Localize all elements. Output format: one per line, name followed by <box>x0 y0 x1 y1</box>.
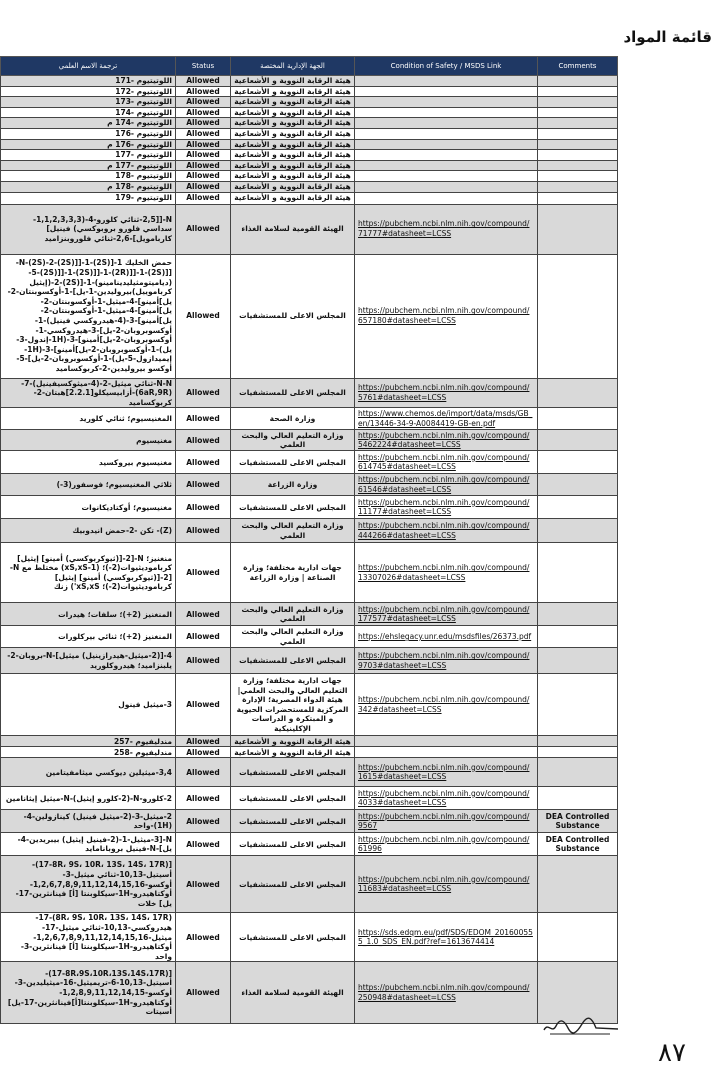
cell-scientific-name: [(17-8R،9S،10R،13S،14S،17R)-أسيتيل-10,13-6-تريميثيل-16-ميثيليدين-3-أوكسو-1,2,8,9,11,12,14,15-أوكتاهيدرو-1H-سيكلوبنتا[أ]فينانثرين-17-يل] أسيتات <box>1 962 176 1024</box>
cell-authority: المجلس الاعلى للمستشفيات <box>231 833 355 856</box>
table-row <box>1 86 618 97</box>
cell-msds-link <box>355 97 538 108</box>
cell-status: Allowed <box>176 810 231 833</box>
cell-authority: هيئة الرقابة النووية و الأشعاعية <box>231 76 355 87</box>
cell-comments <box>538 496 618 519</box>
cell-authority: هيئة الرقابة النووية و الأشعاعية <box>231 128 355 139</box>
table-row <box>1 833 618 856</box>
cell-comments <box>538 758 618 787</box>
cell-comments <box>538 747 618 758</box>
table-row <box>1 758 618 787</box>
table-row <box>1 747 618 758</box>
table-row <box>1 674 618 736</box>
cell-msds-link[interactable]: https://pubchem.ncbi.nlm.nih.gov/compound/4033#datasheet=LCSS <box>355 787 538 810</box>
cell-authority: جهات ادارية مختلفة؛ وزارة التعليم العالي والبحث العلمي| هيئة الدواء المصرية؛ الإدارة المركزية للمستحضرات الحيوية و المبتكرة و الدراسات الإكلينيكية <box>231 674 355 736</box>
cell-authority: المجلس الاعلى للمستشفيات <box>231 378 355 408</box>
cell-msds-link[interactable]: https://pubchem.ncbi.nlm.nih.gov/compound/9567 <box>355 810 538 833</box>
cell-comments <box>538 160 618 171</box>
cell-status: Allowed <box>176 150 231 161</box>
cell-scientific-name: المنغنيز (2+)؛ ثنائي بيركلورات <box>1 626 176 648</box>
cell-scientific-name: (Z)- تكن -2-حمض انيدوبيك <box>1 519 176 543</box>
cell-status: Allowed <box>176 674 231 736</box>
cell-msds-link[interactable]: https://pubchem.ncbi.nlm.nih.gov/compound/444266#datasheet=LCSS <box>355 519 538 543</box>
cell-msds-link[interactable]: https://pubchem.ncbi.nlm.nih.gov/compound/657180#datasheet=LCSS <box>355 254 538 378</box>
cell-comments <box>538 150 618 161</box>
cell-status: Allowed <box>176 962 231 1024</box>
cell-status: Allowed <box>176 758 231 787</box>
table-body <box>1 76 618 1024</box>
cell-msds-link[interactable]: https://ehslegacy.unr.edu/msdsfiles/26373.pdf <box>355 626 538 648</box>
cell-authority: وزارة التعليم العالي والبحث العلمي <box>231 626 355 648</box>
cell-comments <box>538 648 618 674</box>
cell-comments <box>538 856 618 913</box>
cell-msds-link[interactable]: https://pubchem.ncbi.nlm.nih.gov/compound/250948#datasheet=LCSS <box>355 962 538 1024</box>
cell-msds-link[interactable]: https://pubchem.ncbi.nlm.nih.gov/compound/5462224#datasheet=LCSS <box>355 430 538 451</box>
cell-status: Allowed <box>176 181 231 192</box>
cell-status: Allowed <box>176 118 231 129</box>
cell-scientific-name: 4-[(2-ميثيل-هيدرازينيل) ميثيل]-N-بروبان-2-يلبنزاميد؛ هيدروكلوريد <box>1 648 176 674</box>
table-row <box>1 204 618 254</box>
table-row <box>1 736 618 747</box>
cell-comments <box>538 674 618 736</box>
table-row <box>1 118 618 129</box>
cell-scientific-name: N-[[2,5-ثنائي كلورو-4-(1,1,2,3,3,3-سداسي فلورو بروبوكسي) فينيل] كاربامويل]-2,6-ثنائي فلوروبنزاميد <box>1 204 176 254</box>
cell-comments <box>538 171 618 182</box>
cell-msds-link[interactable]: https://pubchem.ncbi.nlm.nih.gov/compound/11177#datasheet=LCSS <box>355 496 538 519</box>
cell-comments <box>538 474 618 496</box>
cell-msds-link[interactable]: https://pubchem.ncbi.nlm.nih.gov/compound/614745#datasheet=LCSS <box>355 451 538 474</box>
cell-status: Allowed <box>176 496 231 519</box>
table-row <box>1 856 618 913</box>
cell-comments <box>538 519 618 543</box>
cell-scientific-name: مغنيسيوم؛ أوكتاديكانوات <box>1 496 176 519</box>
cell-status: Allowed <box>176 913 231 962</box>
cell-comments <box>538 408 618 430</box>
cell-scientific-name: اللوتيتيوم -177 <box>1 150 176 161</box>
cell-status: Allowed <box>176 192 231 204</box>
table-row <box>1 543 618 603</box>
cell-msds-link[interactable]: https://pubchem.ncbi.nlm.nih.gov/compound/71777#datasheet=LCSS <box>355 204 538 254</box>
table-row <box>1 76 618 87</box>
table-header-row <box>1 57 618 76</box>
cell-msds-link[interactable]: https://sds.edqm.eu/pdf/SDS/EDOM_201600555_1.0_SDS_EN.pdf?ref=1613674414 <box>355 913 538 962</box>
table-row <box>1 626 618 648</box>
table-row <box>1 810 618 833</box>
header-status: Status <box>176 57 231 76</box>
cell-status: Allowed <box>176 626 231 648</box>
cell-comments <box>538 76 618 87</box>
table-row <box>1 139 618 150</box>
cell-status: Allowed <box>176 474 231 496</box>
cell-msds-link[interactable]: https://pubchem.ncbi.nlm.nih.gov/compound/342#datasheet=LCSS <box>355 674 538 736</box>
cell-msds-link <box>355 139 538 150</box>
cell-authority: هيئة الرقابة النووية و الأشعاعية <box>231 171 355 182</box>
page-title: قائمة المواد <box>623 28 712 46</box>
cell-status: Allowed <box>176 86 231 97</box>
cell-scientific-name: اللوتيتيوم -176 <box>1 128 176 139</box>
cell-scientific-name: اللوتيتيوم -176 م <box>1 139 176 150</box>
cell-scientific-name: [(17-8R، 9S، 10R، 13S، 14S، 17R)-أسيتيل-10,13-ثنائي ميثيل-3-أوكسو-1,2,6,7,8,9,11,12,14,15,16-أوكتاهيدرو-1H-سيكلوبنتا [أ] فينانثرين-17-يل] خلات <box>1 856 176 913</box>
table-row <box>1 648 618 674</box>
cell-authority: هيئة الرقابة النووية و الأشعاعية <box>231 139 355 150</box>
cell-status: Allowed <box>176 76 231 87</box>
cell-comments <box>538 192 618 204</box>
cell-comments <box>538 430 618 451</box>
cell-authority: هيئة الرقابة النووية و الأشعاعية <box>231 118 355 129</box>
cell-status: Allowed <box>176 736 231 747</box>
cell-authority: وزارة التعليم العالي والبحث العلمي <box>231 430 355 451</box>
cell-authority: هيئة الرقابة النووية و الأشعاعية <box>231 181 355 192</box>
cell-msds-link[interactable]: https://pubchem.ncbi.nlm.nih.gov/compound/13307026#datasheet=LCSS <box>355 543 538 603</box>
cell-status: Allowed <box>176 856 231 913</box>
cell-scientific-name: 3-ميثيل فينول <box>1 674 176 736</box>
cell-scientific-name: اللوتيتيوم -178 <box>1 171 176 182</box>
cell-comments <box>538 204 618 254</box>
table-row <box>1 474 618 496</box>
cell-scientific-name: 2-ميثيل-3-(2-ميثيل فينيل) كينازولين-4-(1H)-واحد <box>1 810 176 833</box>
cell-scientific-name: اللوتيتيوم -172 <box>1 86 176 97</box>
cell-msds-link[interactable]: https://pubchem.ncbi.nlm.nih.gov/compound/61996 <box>355 833 538 856</box>
cell-msds-link <box>355 150 538 161</box>
cell-status: Allowed <box>176 378 231 408</box>
cell-authority: المجلس الاعلى للمستشفيات <box>231 856 355 913</box>
cell-authority: المجلس الاعلى للمستشفيات <box>231 451 355 474</box>
table-row <box>1 913 618 962</box>
cell-msds-link <box>355 107 538 118</box>
cell-comments <box>538 913 618 962</box>
cell-scientific-name: مندليفيوم -258 <box>1 747 176 758</box>
cell-scientific-name: مغنيسيوم <box>1 430 176 451</box>
cell-scientific-name: اللوتيتيوم -171 <box>1 76 176 87</box>
table-row <box>1 254 618 378</box>
cell-authority: المجلس الاعلى للمستشفيات <box>231 810 355 833</box>
cell-authority: وزارة الزراعة <box>231 474 355 496</box>
cell-comments <box>538 378 618 408</box>
cell-comments <box>538 451 618 474</box>
table-row <box>1 603 618 626</box>
table-row <box>1 519 618 543</box>
cell-scientific-name: 2-كلورو-N-(2-كلورو إيثيل)-N-ميثيل إيثانامين <box>1 787 176 810</box>
cell-msds-link[interactable]: https://pubchem.ncbi.nlm.nih.gov/compound/61546#datasheet=LCSS <box>355 474 538 496</box>
cell-comments <box>538 543 618 603</box>
cell-authority: هيئة الرقابة النووية و الأشعاعية <box>231 150 355 161</box>
cell-scientific-name: ثلاثي المغنيسيوم؛ فوسفور(3-) <box>1 474 176 496</box>
cell-authority: هيئة الرقابة النووية و الأشعاعية <box>231 192 355 204</box>
cell-authority: هيئة الرقابة النووية و الأشعاعية <box>231 160 355 171</box>
cell-authority: هيئة الرقابة النووية و الأشعاعية <box>231 736 355 747</box>
table-row <box>1 97 618 108</box>
cell-authority: المجلس الاعلى للمستشفيات <box>231 254 355 378</box>
cell-status: Allowed <box>176 430 231 451</box>
cell-scientific-name: منغنيز؛ N-[2-[(ثيوكربوكسي) أمينو] إيثيل] كرباموديثيوات(2-)؛ (xS,xS-1) مختلط مع N-[2-[(ثيوكربوكسي) أمينو] إيثيل] كرباموديثيوات(2-)؛ xS,xS') زنك <box>1 543 176 603</box>
cell-authority: هيئة الرقابة النووية و الأشعاعية <box>231 97 355 108</box>
cell-status: Allowed <box>176 451 231 474</box>
cell-status: Allowed <box>176 747 231 758</box>
cell-authority: المجلس الاعلى للمستشفيات <box>231 648 355 674</box>
table-row <box>1 192 618 204</box>
cell-msds-link[interactable]: https://www.chemos.de/import/data/msds/GB_en/13446-34-9-A0084419-GB-en.pdf <box>355 408 538 430</box>
cell-comments <box>538 86 618 97</box>
table-row <box>1 962 618 1024</box>
table-row <box>1 408 618 430</box>
cell-status: Allowed <box>176 519 231 543</box>
cell-comments <box>538 97 618 108</box>
cell-authority: هيئة الرقابة النووية و الأشعاعية <box>231 107 355 118</box>
cell-scientific-name: المنغنيز (2+)؛ سلفات؛ هيدرات <box>1 603 176 626</box>
cell-comments <box>538 626 618 648</box>
cell-msds-link[interactable]: https://pubchem.ncbi.nlm.nih.gov/compound/177577#datasheet=LCSS <box>355 603 538 626</box>
header-scientific-name: ترجمة الاسم العلمي <box>1 57 176 76</box>
materials-table <box>0 56 618 1024</box>
cell-comments <box>538 603 618 626</box>
cell-scientific-name: اللوتيتيوم -174 <box>1 107 176 118</box>
table-row <box>1 181 618 192</box>
cell-authority: هيئة الرقابة النووية و الأشعاعية <box>231 86 355 97</box>
cell-authority: المجلس الاعلى للمستشفيات <box>231 758 355 787</box>
table-row <box>1 496 618 519</box>
cell-scientific-name: اللوتيتيوم -178 م <box>1 181 176 192</box>
cell-comments <box>538 128 618 139</box>
cell-status: Allowed <box>176 107 231 118</box>
cell-scientific-name: مندليفيوم -257 <box>1 736 176 747</box>
cell-msds-link <box>355 128 538 139</box>
signature <box>540 1012 620 1038</box>
cell-authority: الهيئة القومية لسلامة الغذاء <box>231 962 355 1024</box>
table-row <box>1 107 618 118</box>
cell-authority: الهيئة القومية لسلامة الغذاء <box>231 204 355 254</box>
cell-msds-link <box>355 181 538 192</box>
cell-status: Allowed <box>176 160 231 171</box>
cell-msds-link[interactable]: https://pubchem.ncbi.nlm.nih.gov/compound/11683#datasheet=LCSS <box>355 856 538 913</box>
cell-scientific-name: اللوتيتيوم -179 <box>1 192 176 204</box>
cell-status: Allowed <box>176 543 231 603</box>
header-msds-link: Condition of Safety / MSDS Link <box>355 57 538 76</box>
cell-scientific-name: حمض الخليك 1-[(2S)-1-[[(2S)-N-(2S)-2-[[(2S)-1-[[(2R)-1-[[(2S)-1-[[(2S)-5-(دياميتومثيليدينامينو)-1-[(2S)-2-(إيثيل كرباموييل)بيروليدين-1-يل]-1-أوكسوبنتان-2-يل]أمينو]-4-ميثيل-1-أوكسوبنتان-2-يل]أمينو]-4-ميثيل-1-أوكسوبنتان-2-يل]أمينو]-3-(4-هيدروكسي فينيل)-1-أوكسوبروبان-2-يل]-3-هيدروكسي-1-أوكسوبروبان-2-يل]أمينو]-3-(1H-إندول-3-يل)-1-أوكسوبروبان-2-يل]أمينو]-3-(1H-إيميدازول-5-يل)-1-أوكسوبروبان-2-يل]-5-أوكسو بيروليدين-2-كربوكساميد <box>1 254 176 378</box>
cell-scientific-name: N-[3-ميثيل-1-(2-فينيل إيثيل) بيبريدين-4-يل]-N-فينيل بروبانامايد <box>1 833 176 856</box>
cell-authority: المجلس الاعلى للمستشفيات <box>231 787 355 810</box>
cell-authority: وزارة الصحة <box>231 408 355 430</box>
cell-scientific-name: اللوتيتيوم -173 <box>1 97 176 108</box>
cell-scientific-name: مغنيسيوم بيروكسيد <box>1 451 176 474</box>
cell-authority: المجلس الاعلى للمستشفيات <box>231 913 355 962</box>
header-authority: الجهة الإدارية المختصة <box>231 57 355 76</box>
cell-msds-link <box>355 192 538 204</box>
cell-msds-link <box>355 160 538 171</box>
cell-authority: وزارة التعليم العالي والبحث العلمي <box>231 519 355 543</box>
cell-comments <box>538 139 618 150</box>
cell-msds-link[interactable]: https://pubchem.ncbi.nlm.nih.gov/compound/9703#datasheet=LCSS <box>355 648 538 674</box>
cell-comments <box>538 118 618 129</box>
header-comments: Comments <box>538 57 618 76</box>
cell-status: Allowed <box>176 171 231 182</box>
table-row <box>1 378 618 408</box>
cell-comments <box>538 107 618 118</box>
cell-msds-link <box>355 171 538 182</box>
cell-comments: DEA Controlled Substance <box>538 810 618 833</box>
cell-msds-link <box>355 736 538 747</box>
cell-msds-link <box>355 118 538 129</box>
cell-status: Allowed <box>176 254 231 378</box>
cell-comments <box>538 736 618 747</box>
cell-status: Allowed <box>176 787 231 810</box>
cell-comments <box>538 181 618 192</box>
cell-authority: جهات ادارية مختلفة؛ وزارة الصناعة | وزارة الزراعة <box>231 543 355 603</box>
cell-status: Allowed <box>176 833 231 856</box>
cell-msds-link <box>355 747 538 758</box>
table-row <box>1 160 618 171</box>
table-row <box>1 430 618 451</box>
cell-status: Allowed <box>176 603 231 626</box>
cell-msds-link[interactable]: https://pubchem.ncbi.nlm.nih.gov/compound/1615#datasheet=LCSS <box>355 758 538 787</box>
cell-authority: المجلس الاعلى للمستشفيات <box>231 496 355 519</box>
cell-authority: وزارة التعليم العالي والبحث العلمي <box>231 603 355 626</box>
cell-msds-link <box>355 76 538 87</box>
table-row <box>1 171 618 182</box>
table-row <box>1 787 618 810</box>
cell-scientific-name: اللوتيتيوم -174 م <box>1 118 176 129</box>
cell-scientific-name: 3,4-ميثيلين ديوكسي ميثامفيتامين <box>1 758 176 787</box>
cell-status: Allowed <box>176 97 231 108</box>
cell-scientific-name: المغنيسيوم؛ ثنائي كلوريد <box>1 408 176 430</box>
cell-comments <box>538 787 618 810</box>
cell-comments: DEA Controlled Substance <box>538 833 618 856</box>
cell-scientific-name: (8R، 9S، 10R، 13S، 14S، 17R)-17-هيدروكسي-10,13-ثنائي ميثيل-17-ميثيل-1,2,6,7,8,9,11,12,14,15,16-أوكتاهيدرو-1H-سيكلوبنتا [أ] فينانثرين-3-واحد <box>1 913 176 962</box>
table-row <box>1 451 618 474</box>
cell-status: Allowed <box>176 408 231 430</box>
cell-status: Allowed <box>176 204 231 254</box>
table-row <box>1 150 618 161</box>
cell-status: Allowed <box>176 128 231 139</box>
cell-msds-link <box>355 86 538 97</box>
cell-status: Allowed <box>176 139 231 150</box>
cell-scientific-name: اللوتيتيوم -177 م <box>1 160 176 171</box>
cell-scientific-name: N-N-ثنائي ميثيل-2-(4-ميثوكسيفينيل)-7-(6aR,9R)-أزابيسيكلو[2.2.1]هبتان-2-كربوكساميد <box>1 378 176 408</box>
cell-msds-link[interactable]: https://pubchem.ncbi.nlm.nih.gov/compound/5761#datasheet=LCSS <box>355 378 538 408</box>
table-row <box>1 128 618 139</box>
cell-comments <box>538 254 618 378</box>
page-number: ٨٧ <box>658 1038 686 1068</box>
cell-status: Allowed <box>176 648 231 674</box>
cell-authority: هيئة الرقابة النووية و الأشعاعية <box>231 747 355 758</box>
